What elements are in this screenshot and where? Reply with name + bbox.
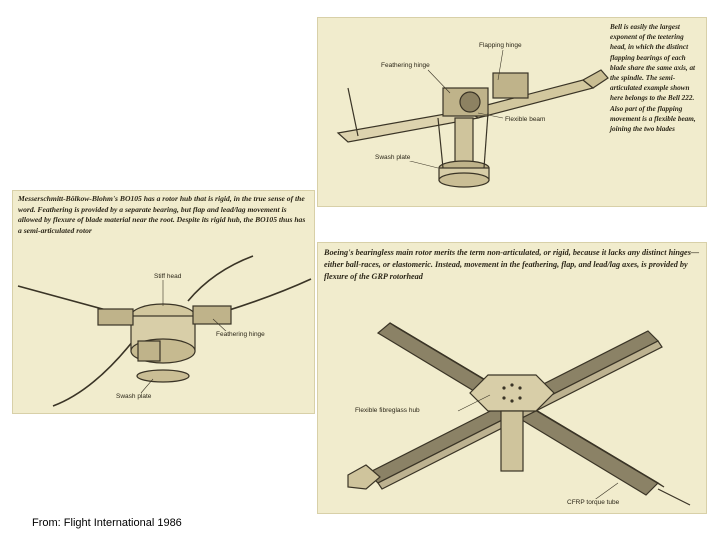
- boeing-caption: Boeing's bearingless main rotor merits the term non-articulated, or rigid, because it lacks any distinct hinges—either ball-races, or elastomeric. Instead, movement in the feathering, flap, and lead/lag axes, is provided by flexure of the GRP rotorhead: [324, 248, 700, 281]
- bo105-swash-plate-label: Swash plate: [116, 393, 152, 400]
- bo105-caption: Messerschmitt-Bölkow-Blohm's BO105 has a rotor hub that is rigid, in the true sense of the word. Feathering is provided by a separate bearing, but flap and lead/lag movement is allowed by flexure of blade material near the root. Despite its rigid hub, the BO105 thus has a semi-articulated rotor: [18, 194, 306, 235]
- boeing-panel: [317, 242, 707, 514]
- bell-222-panel: [317, 17, 707, 207]
- bo105-panel: [12, 190, 315, 414]
- bo105-feathering-hinge-label: Feathering hinge: [216, 331, 265, 338]
- flapping-hinge-label: Flapping hinge: [479, 42, 522, 49]
- bo105-rotor-drawing: [13, 191, 314, 413]
- bell-222-caption: Bell is easily the largest exponent of the teetering head, in which the distinct flapping bearings of each blade share the same axis, at the spindle. The semi-articulated example shown here belongs to the Bell 222. Also part of the flapping movement is a flexible beam, joining the two blades: [610, 23, 696, 134]
- feathering-hinge-label: Feathering hinge: [381, 62, 430, 69]
- stiff-head-label: Stiff head: [154, 273, 182, 280]
- boeing-rotor-drawing: [318, 243, 706, 513]
- cfrp-torque-tube-label: CFRP torque tube: [567, 499, 620, 506]
- flexible-beam-label: Flexible beam: [505, 116, 546, 123]
- swash-plate-label: Swash plate: [375, 154, 411, 161]
- source-citation: From: Flight International 1986: [32, 517, 182, 529]
- flexible-fibreglass-hub-label: Flexible fibreglass hub: [355, 407, 420, 414]
